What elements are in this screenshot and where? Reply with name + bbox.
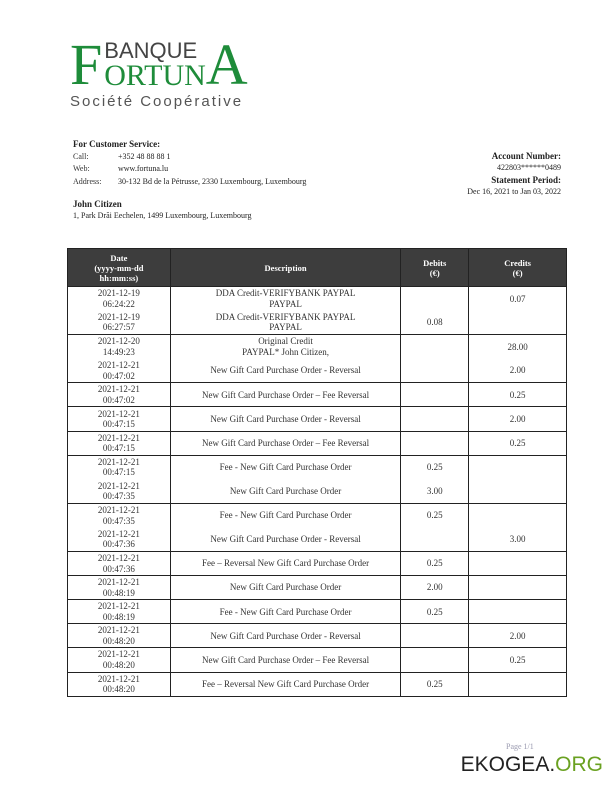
description-cell: New Gift Card Purchase Order – Fee Reversal bbox=[170, 431, 401, 455]
logo-letter-a: A bbox=[205, 32, 248, 97]
debit-cell: 0.25 bbox=[401, 455, 469, 479]
credit-cell bbox=[469, 600, 567, 624]
table-row bbox=[68, 552, 567, 576]
table-row bbox=[68, 672, 567, 696]
debit-cell bbox=[401, 359, 469, 383]
description-cell: Fee – Reversal New Gift Card Purchase Order bbox=[170, 672, 401, 696]
customer-name: John Citizen bbox=[73, 199, 122, 209]
debit-cell bbox=[401, 527, 469, 551]
date-cell: 2021-12-21 00:47:36 bbox=[68, 552, 171, 576]
account-block bbox=[467, 150, 561, 198]
description-cell: Fee – Reversal New Gift Card Purchase Order bbox=[170, 552, 401, 576]
table-header bbox=[68, 249, 567, 287]
table-row bbox=[68, 479, 567, 503]
debit-cell: 0.08 bbox=[401, 311, 469, 335]
credit-cell: 0.25 bbox=[469, 648, 567, 672]
description-cell: New Gift Card Purchase Order bbox=[170, 479, 401, 503]
logo-letter-f: F bbox=[70, 32, 103, 97]
description-cell: Fee - New Gift Card Purchase Order bbox=[170, 455, 401, 479]
call-label: Call: bbox=[73, 151, 89, 161]
description-cell: New Gift Card Purchase Order - Reversal bbox=[170, 359, 401, 383]
bank-logo bbox=[70, 34, 280, 110]
description-cell: DDA Credit-VERIFYBANK PAYPAL PAYPAL bbox=[170, 287, 401, 311]
logo-middle bbox=[104, 40, 206, 90]
date-cell: 2021-12-21 00:47:15 bbox=[68, 431, 171, 455]
description-cell: New Gift Card Purchase Order - Reversal bbox=[170, 624, 401, 648]
description-cell: New Gift Card Purchase Order – Fee Reversal bbox=[170, 648, 401, 672]
debit-cell bbox=[401, 624, 469, 648]
date-cell: 2021-12-21 00:47:35 bbox=[68, 503, 171, 527]
phone-number: +352 48 88 88 1 bbox=[118, 151, 171, 161]
debit-cell: 3.00 bbox=[401, 479, 469, 503]
table-row bbox=[68, 431, 567, 455]
header-description: Description bbox=[170, 249, 401, 287]
table-row bbox=[68, 311, 567, 335]
date-cell: 2021-12-21 00:48:19 bbox=[68, 600, 171, 624]
date-cell: 2021-12-19 06:27:57 bbox=[68, 311, 171, 335]
date-cell: 2021-12-21 00:48:20 bbox=[68, 672, 171, 696]
table-row bbox=[68, 600, 567, 624]
debit-cell: 0.25 bbox=[401, 600, 469, 624]
table-row bbox=[68, 335, 567, 359]
account-number-label: Account Number: bbox=[491, 151, 561, 161]
debit-cell bbox=[401, 648, 469, 672]
website: www.fortuna.lu bbox=[118, 164, 169, 173]
credit-cell: 2.00 bbox=[469, 624, 567, 648]
statement-period: Dec 16, 2021 to Jan 03, 2022 bbox=[467, 187, 561, 196]
customer-service-block bbox=[73, 138, 306, 188]
credit-cell: 0.25 bbox=[469, 383, 567, 407]
credit-cell bbox=[469, 552, 567, 576]
debit-cell bbox=[401, 383, 469, 407]
table-row bbox=[68, 359, 567, 383]
header-credits: Credits (€) bbox=[469, 249, 567, 287]
date-cell: 2021-12-21 00:47:36 bbox=[68, 527, 171, 551]
credit-cell bbox=[469, 672, 567, 696]
debit-cell: 0.25 bbox=[401, 552, 469, 576]
header-debits: Debits (€) bbox=[401, 249, 469, 287]
description-cell: New Gift Card Purchase Order - Reversal bbox=[170, 407, 401, 431]
debit-cell: 0.25 bbox=[401, 503, 469, 527]
debit-cell bbox=[401, 287, 469, 311]
credit-cell: 2.00 bbox=[469, 359, 567, 383]
description-cell: New Gift Card Purchase Order bbox=[170, 576, 401, 600]
credit-cell: 2.00 bbox=[469, 407, 567, 431]
description-cell: DDA Credit-VERIFYBANK PAYPAL PAYPAL bbox=[170, 311, 401, 335]
credit-cell bbox=[469, 311, 567, 335]
description-cell: New Gift Card Purchase Order – Fee Reversal bbox=[170, 383, 401, 407]
date-cell: 2021-12-21 00:47:02 bbox=[68, 383, 171, 407]
description-cell: Fee - New Gift Card Purchase Order bbox=[170, 600, 401, 624]
date-cell: 2021-12-21 00:48:20 bbox=[68, 624, 171, 648]
logo-banque: BANQUE bbox=[104, 38, 198, 63]
transactions-table bbox=[67, 248, 567, 697]
logo-wordmark bbox=[70, 32, 280, 97]
table-row bbox=[68, 527, 567, 551]
credit-cell bbox=[469, 576, 567, 600]
customer-service-heading: For Customer Service: bbox=[73, 139, 161, 149]
date-cell: 2021-12-20 14:49:23 bbox=[68, 335, 171, 359]
debit-cell: 2.00 bbox=[401, 576, 469, 600]
date-cell: 2021-12-19 06:24:22 bbox=[68, 287, 171, 311]
description-cell: Fee - New Gift Card Purchase Order bbox=[170, 503, 401, 527]
statement-period-label: Statement Period: bbox=[491, 175, 561, 185]
customer-block bbox=[73, 198, 252, 222]
table-row bbox=[68, 455, 567, 479]
credit-cell: 28.00 bbox=[469, 335, 567, 359]
page-number: Page 1/1 bbox=[506, 742, 534, 751]
debit-cell bbox=[401, 335, 469, 359]
address-label: Address: bbox=[73, 176, 102, 186]
credit-cell: 0.25 bbox=[469, 431, 567, 455]
credit-cell bbox=[469, 503, 567, 527]
credit-cell: 3.00 bbox=[469, 527, 567, 551]
description-cell: Original Credit PAYPAL* John Citizen, bbox=[170, 335, 401, 359]
bank-address: 30-132 Bd de la Pétrusse, 2330 Luxembourg, Luxembourg bbox=[118, 176, 307, 186]
date-cell: 2021-12-21 00:48:19 bbox=[68, 576, 171, 600]
header-date: Date (yyyy-mm-dd hh:mm:ss) bbox=[68, 249, 171, 287]
date-cell: 2021-12-21 00:47:02 bbox=[68, 359, 171, 383]
watermark: EKOGEA.ORG bbox=[460, 753, 603, 776]
date-cell: 2021-12-21 00:47:15 bbox=[68, 407, 171, 431]
customer-address: 1, Park Drăi Eechelen, 1499 Luxembourg, Luxembourg bbox=[73, 211, 252, 220]
credit-cell: 0.07 bbox=[469, 287, 567, 311]
logo-ortun: ORTUN bbox=[104, 59, 206, 92]
table-row bbox=[68, 503, 567, 527]
credit-cell bbox=[469, 479, 567, 503]
table-row bbox=[68, 407, 567, 431]
account-number: 422803******0489 bbox=[497, 163, 561, 172]
table-row bbox=[68, 624, 567, 648]
table-row bbox=[68, 287, 567, 311]
date-cell: 2021-12-21 00:47:35 bbox=[68, 479, 171, 503]
debit-cell bbox=[401, 431, 469, 455]
date-cell: 2021-12-21 00:47:15 bbox=[68, 455, 171, 479]
debit-cell bbox=[401, 407, 469, 431]
debit-cell: 0.25 bbox=[401, 672, 469, 696]
credit-cell bbox=[469, 455, 567, 479]
table-row bbox=[68, 383, 567, 407]
web-label: Web: bbox=[73, 164, 90, 173]
table-row bbox=[68, 648, 567, 672]
table-row bbox=[68, 576, 567, 600]
description-cell: New Gift Card Purchase Order - Reversal bbox=[170, 527, 401, 551]
date-cell: 2021-12-21 00:48:20 bbox=[68, 648, 171, 672]
logo-subtitle: Société Coopérative bbox=[70, 93, 244, 110]
